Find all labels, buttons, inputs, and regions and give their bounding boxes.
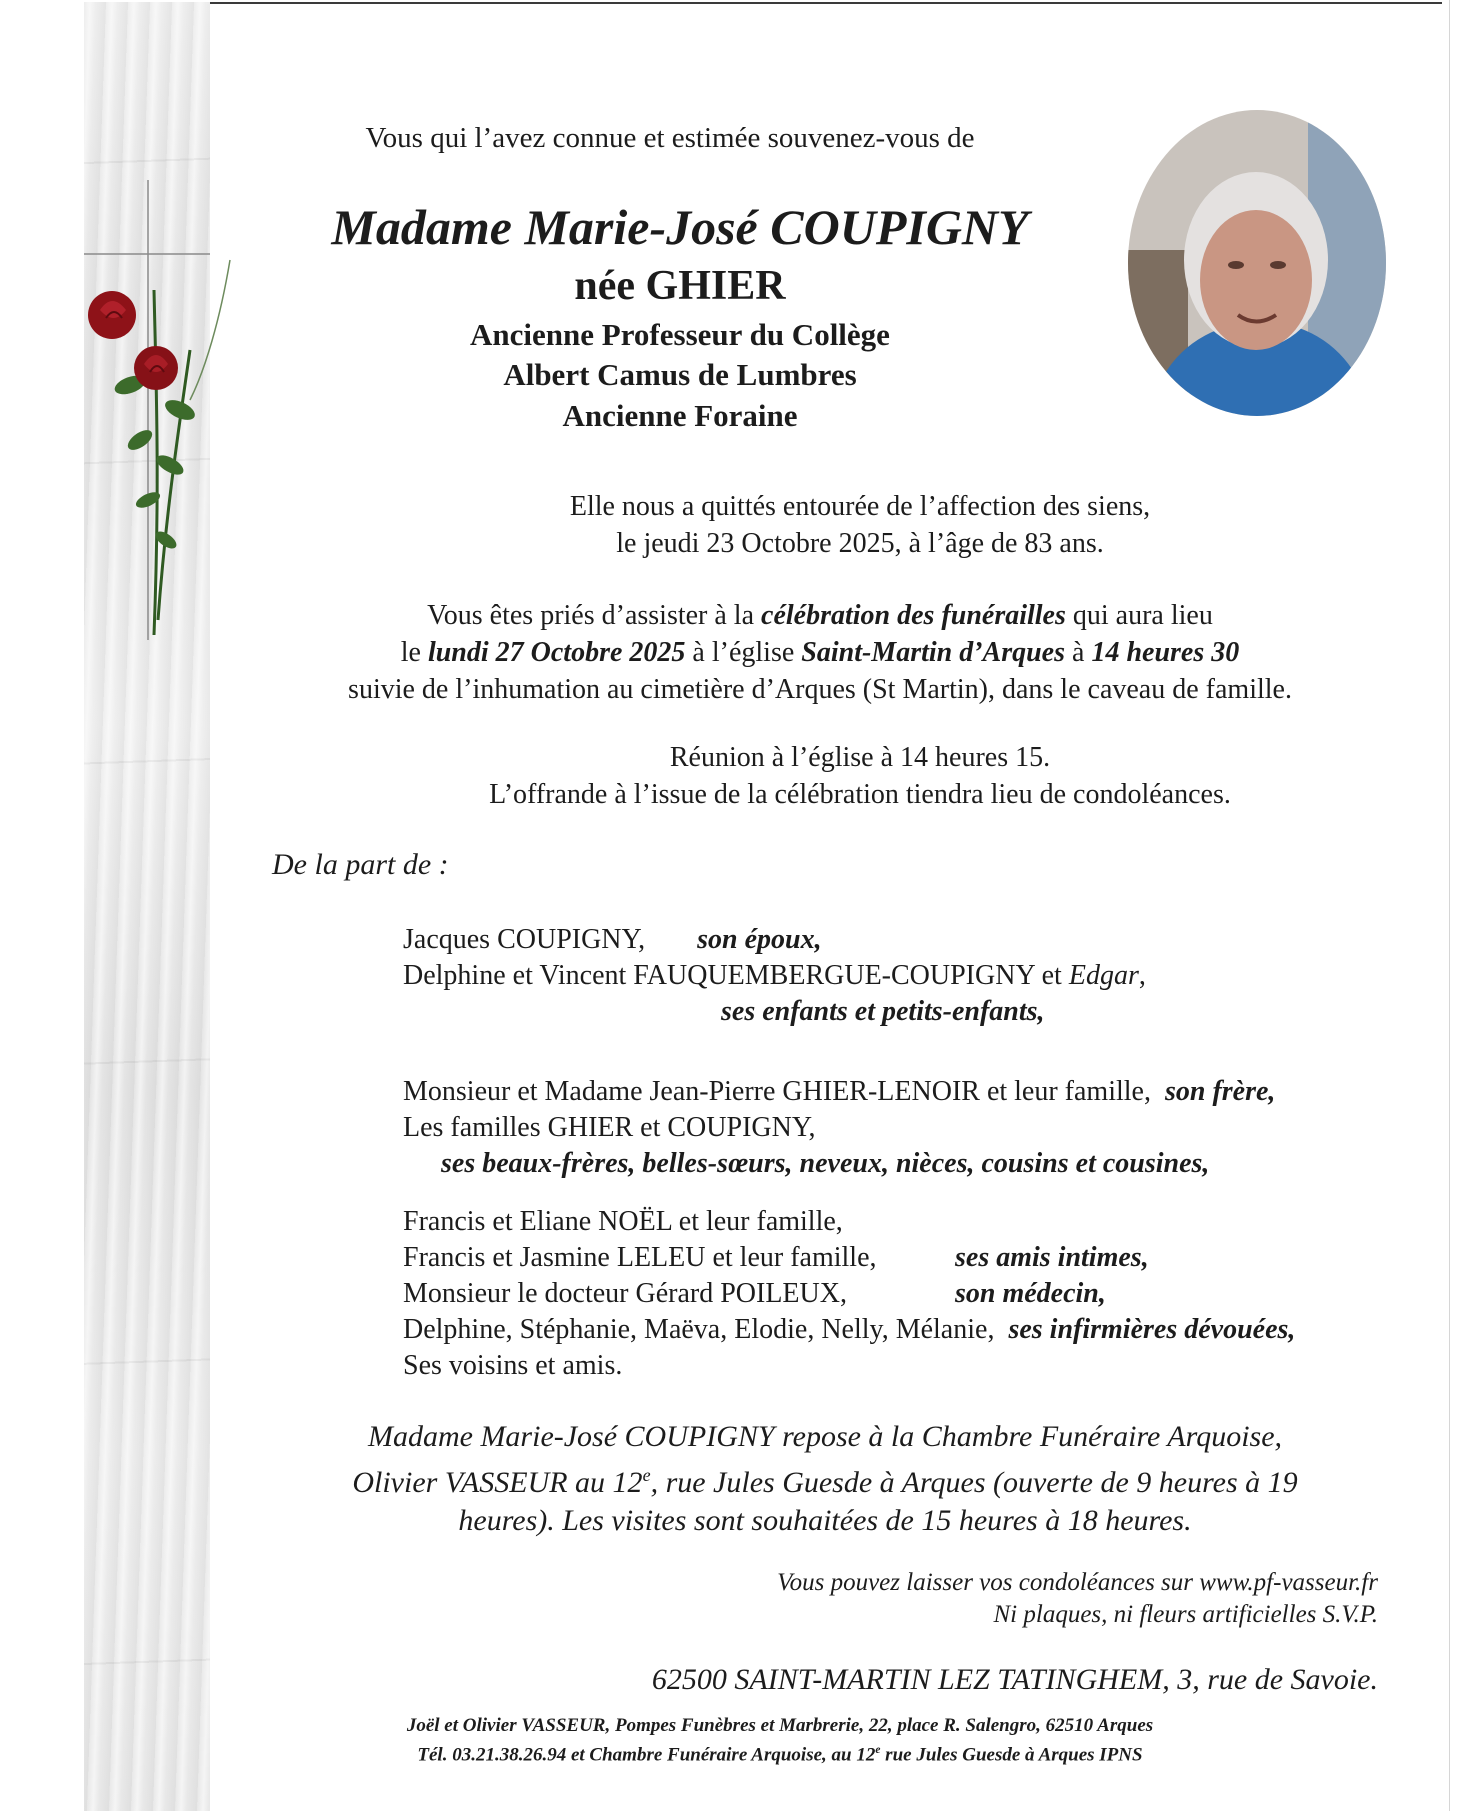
rose-leaf [125,426,156,454]
repose-line: Madame Marie-José COUPIGNY repose à la Chambre Funéraire Arquoise, [367,1420,1283,1453]
reunion-line: Réunion à l’église à 14 heures 15. [669,742,1051,773]
family-member: Francis et Jasmine LELEU et leur famille, [403,1242,877,1273]
relation: ses infirmières dévouées, [1008,1314,1296,1345]
repose-line: heures). Les visites sont souhaitées de 15 heures à 18 heures. [458,1504,1192,1537]
death-notice-line: Elle nous a quittés entourée de l’affection des siens, [569,491,1151,522]
text: Olivier VASSEUR au 12 [352,1466,643,1499]
condolence-notes [640,1567,1378,1631]
deceased-portrait [1128,110,1386,416]
family-line [403,922,1403,958]
family-group [403,922,1403,1030]
footer-line: Joël et Olivier VASSEUR, Pompes Funèbres et Marbrerie, 22, place R. Salengro, 62510 Arques [406,1715,1154,1736]
ceremony-notice [270,597,1370,708]
reunion-line: L’offrande à l’issue de la célébration tiendra lieu de condoléances. [489,779,1231,810]
text: rue Jules Guesde à Arques IPNS [880,1744,1143,1766]
family-group [403,1204,1403,1384]
family-line [403,958,1403,994]
church-name: Saint-Martin d’Arques [801,637,1066,668]
text: , [1138,960,1146,991]
top-border [84,2,1442,4]
ceremony-line [270,597,1370,634]
family-line [403,1312,1403,1348]
relation: ses amis intimes, [955,1242,1149,1273]
death-notice [420,488,1300,562]
text: Vous êtes priés d’assister à la [427,600,762,631]
text: le [400,637,428,668]
relation: son médecin, [955,1278,1106,1309]
family-member: Monsieur et Madame Jean-Pierre GHIER-LENOIR et leur famille, [403,1076,1151,1107]
relation: son époux, [697,924,822,955]
title-line: Albert Camus de Lumbres [503,357,857,392]
rose-flower [88,291,136,339]
superscript: e [642,1465,651,1485]
title-line: Ancienne Foraine [562,398,798,433]
ceremony-line: suivie de l’inhumation au cimetière d’Arques (St Martin), dans le caveau de famille. [348,674,1292,705]
family-line [403,994,1403,1030]
family-line: Francis et Eliane NOËL et leur famille, [403,1206,843,1237]
footer-line [300,1738,1260,1767]
text: Tél. 03.21.38.26.94 et Chambre Funéraire Arquoise, au 12 [417,1744,876,1766]
ceremony-line [270,634,1370,671]
cross-roses-decoration [70,180,250,650]
family-line [403,1146,1403,1182]
family-member: Delphine et Vincent FAUQUEMBERGUE-COUPIGNY et [403,960,1069,991]
superscript: e [875,1744,881,1756]
family-line [403,1276,1403,1312]
no-flowers-line: Ni plaques, ni fleurs artificielles S.V.P. [993,1601,1378,1628]
family-member: Jacques COUPIGNY, [403,924,646,955]
text-emphasis: célébration des funérailles [761,600,1066,631]
intro-text: Vous qui l’avez connue et estimée souvenez-vous de [365,122,975,154]
relation: ses enfants et petits-enfants, [721,996,1045,1027]
relation: ses beaux-frères, belles-sœurs, neveux, nièces, cousins et cousines, [441,1148,1210,1179]
family-group [403,1074,1403,1182]
grass-blade [190,260,230,400]
text: qui aura lieu [1065,600,1213,631]
condolence-website-line: Vous pouvez laisser vos condoléances sur www.pf-vasseur.fr [777,1569,1378,1596]
deceased-name: Madame Marie-José COUPIGNY [331,199,1029,255]
repose-line [270,1456,1380,1502]
family-line: Les familles GHIER et COUPIGNY, [403,1112,816,1143]
ceremony-time: 14 heures 30 [1091,637,1240,668]
family-member: Edgar [1068,960,1139,991]
relation: son frère, [1164,1076,1276,1107]
family-line [403,1074,1403,1110]
funeral-home-footer [300,1713,1260,1767]
reunion-notice [400,739,1320,813]
family-member: Monsieur le docteur Gérard POILEUX, [403,1278,847,1309]
title-line: Ancienne Professeur du Collège [470,317,890,352]
family-line: Ses voisins et amis. [403,1350,623,1381]
family-line [403,1240,1403,1276]
family-address: 62500 SAINT-MARTIN LEZ TATINGHEM, 3, rue de Savoie. [651,1663,1378,1696]
text: , rue Jules Guesde à Arques (ouverte de 9 heures à 19 [650,1466,1298,1499]
maiden-name: née GHIER [574,263,786,309]
from-label: De la part de : [272,848,449,881]
rose-stem [154,290,157,635]
repose-notice [270,1418,1380,1540]
rose-stem [158,350,190,620]
death-notice-line: le jeudi 23 Octobre 2025, à l’âge de 83 ans. [616,528,1104,559]
family-member: Delphine, Stéphanie, Maëva, Elodie, Nelly, Mélanie, [403,1314,995,1345]
right-border [1449,0,1450,1811]
text: à l’église [685,637,802,668]
text: à [1065,637,1092,668]
rose-flower [134,346,178,390]
ceremony-date: lundi 27 Octobre 2025 [427,637,686,668]
